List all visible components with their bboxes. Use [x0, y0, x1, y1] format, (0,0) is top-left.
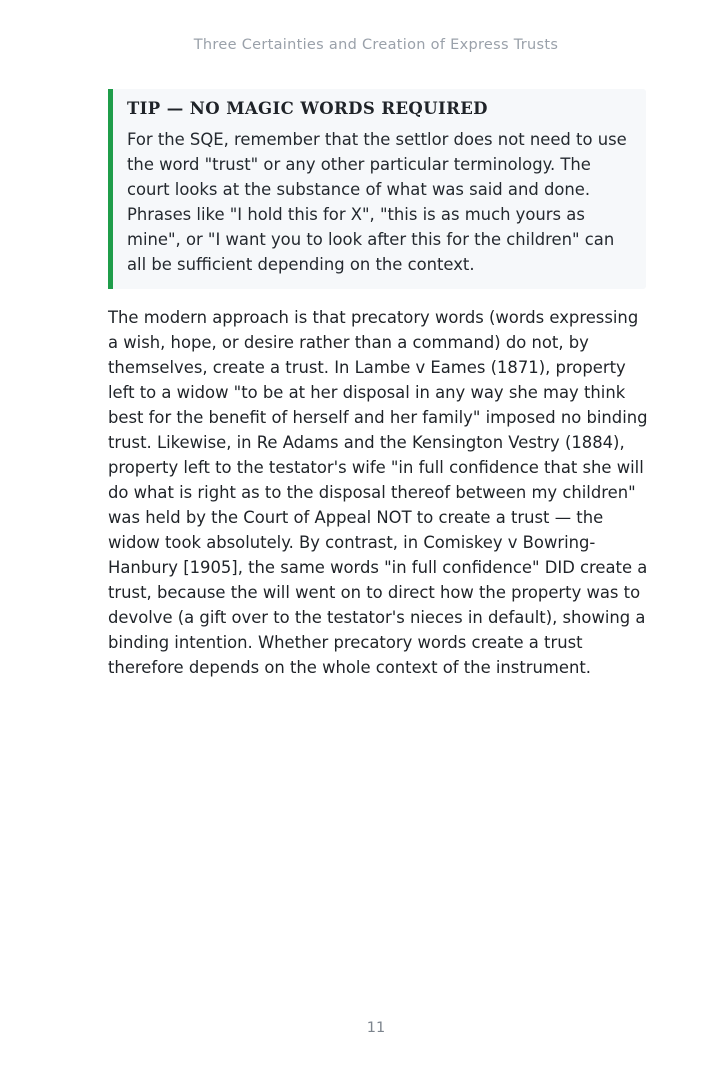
- tip-callout: [108, 89, 646, 289]
- running-header: Three Certainties and Creation of Express Trusts: [193, 37, 559, 53]
- page-number: 11: [366, 1020, 386, 1036]
- tip-body: For the SQE, remember that the settlor does not need to use the word "trust" or any other particular terminology. The court looks at the substance of what was said and done. Phrases like "I hold this for X", "this is as much yours as mine", or "I want you to look after this for the children" can all be sufficient depending on the context.: [127, 130, 627, 274]
- tip-title: TIP — NO MAGIC WORDS REQUIRED: [127, 99, 488, 118]
- body-paragraph: The modern approach is that precatory words (words expressing a wish, hope, or desire rather than a command) do not, by themselves, create a trust. In Lambe v Eames (1871), property left to a widow "to be at her disposal in any way she may think best for the benefit of herself and her family" imposed no binding trust. Likewise, in Re Adams and the Kensington Vestry (1884), property left to the testator's wife "in full confidence that she will do what is right as to the disposal thereof between my children" was held by the Court of Appeal NOT to create a trust — the widow took absolutely. By contrast, in Comiskey v Bowring-Hanbury [1905], the same words "in full confidence" DID create a trust, because the will went on to direct how the property was to devolve (a gift over to the testator's nieces in default), showing a binding intention. Whether precatory words create a trust therefore depends on the whole context of the instrument.: [108, 308, 648, 677]
